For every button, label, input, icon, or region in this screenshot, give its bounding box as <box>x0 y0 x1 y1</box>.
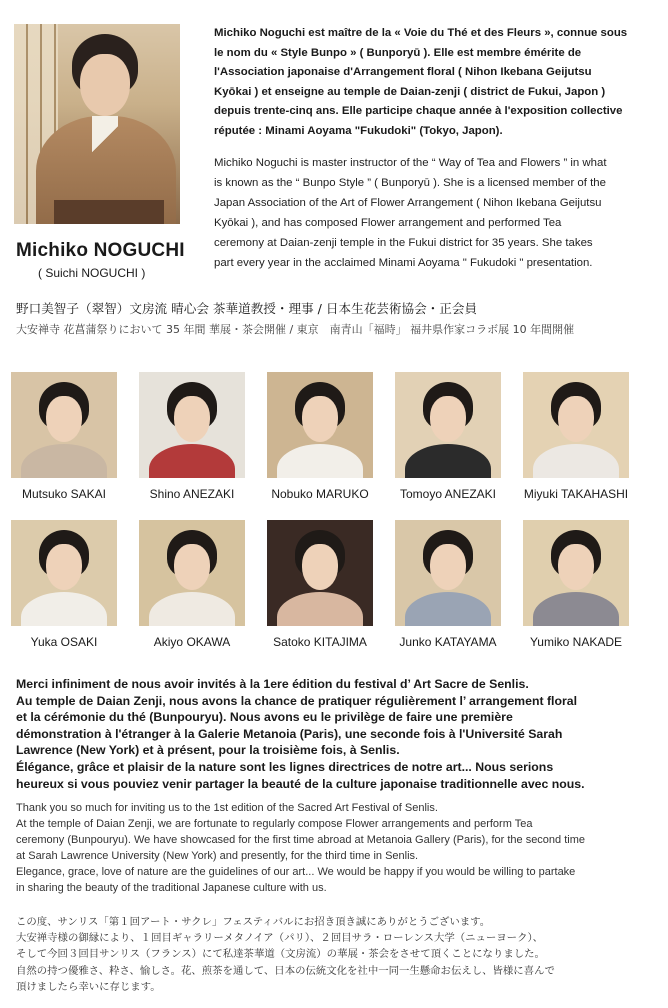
bio-en-line: part every year in the acclaimed Minami Aoyama " Fukudoki " presentation. <box>214 257 593 269</box>
photo-face <box>558 544 594 590</box>
bio-english <box>214 153 634 273</box>
message-fr-line: Au temple de Daian Zenji, nous avons la chance de pratiquer régulièrement l’ arrangement floral <box>16 693 578 708</box>
message-jp-line: 頂けましたら幸いに存じます。 <box>16 980 161 993</box>
message-fr-line: démonstration à l'étranger à la Galerie Metanoia (Paris), une seconde fois à l'Université Sarah <box>16 726 563 741</box>
bio-en-line: Japan Association of the Art of Flower Arrangement ( Nihon Ikebana Geijutsu <box>214 197 602 209</box>
face <box>80 54 130 116</box>
bio-french <box>214 24 634 142</box>
member-name: Mutsuko SAKAI <box>21 487 107 501</box>
message-en-line: at Sarah Lawrence University (New York) and presently, for the third time in Senlis. <box>16 850 419 863</box>
message-en-line: Thank you so much for inviting us to the 1st edition of the Sacred Art Festival of Senlis. <box>16 802 438 814</box>
profile-name: Michiko NOGUCHI <box>16 240 185 261</box>
member-name: Yuka OSAKI <box>30 635 98 649</box>
bio-fr-line: Kyōkai ) et enseigne au temple de Daian-zenji ( district de Fukui, Japon ) <box>214 85 606 98</box>
member-card <box>512 520 640 649</box>
member-photo <box>523 520 629 626</box>
member-photo <box>523 372 629 478</box>
bio-fr-line: l'Association japonaise d'Arrangement floral ( Nihon Ikebana Geijutsu <box>214 66 592 79</box>
member-name: Yumiko NAKADE <box>529 635 623 649</box>
member-photo <box>395 520 501 626</box>
bio-fr-line: Michiko Noguchi est maître de la « Voie du Thé et des Fleurs », connue sous <box>214 27 628 39</box>
photo-face <box>46 544 82 590</box>
message-jp-line: 大安禅寺様の御縁により、１回目ギャラリーメタノイア（パリ）、２回目サラ・ローレンス大学（ニューヨーク）、 <box>16 932 544 945</box>
message-en-line: At the temple of Daian Zenji, we are fortunate to regularly compose Flower arrangements and perform Tea <box>16 818 533 831</box>
message-jp-line: この度、サンリス「第１回アート・サクレ」フェスティバルにお招き頂き誠にありがとうございます。 <box>16 916 491 928</box>
photo-face <box>174 544 210 590</box>
member-photo <box>395 372 501 478</box>
bio-en-line: Michiko Noguchi is master instructor of the “ Way of Tea and Flowers ” in what <box>214 157 607 169</box>
member-name: Tomoyo ANEZAKI <box>399 487 497 501</box>
photo-face <box>430 396 466 442</box>
photo-face <box>558 396 594 442</box>
member-name: Satoko KITAJIMA <box>273 635 367 649</box>
message-jp-line: 自然の持つ優雅さ、粋さ、愉しさ。花、煎茶を通して、日本の伝統文化を社中一同一生懸命お伝えし、皆様に喜んで <box>16 964 555 977</box>
member-photo <box>11 520 117 626</box>
member-name: Junko KATAYAMA <box>399 635 497 649</box>
member-card <box>256 372 384 501</box>
obi <box>54 200 164 224</box>
member-card <box>512 372 640 501</box>
member-photo <box>267 520 373 626</box>
message-fr-line: Lawrence (New York) et à présent, pour la troisième fois, à Senlis. <box>16 743 400 758</box>
bio-fr-line: depuis trente-cinq ans. Elle participe chaque année à l'exposition collective <box>214 105 623 118</box>
member-name: Miyuki TAKAHASHI <box>523 487 629 501</box>
profile-subname: ( Suichi NOGUCHI ) <box>38 266 146 280</box>
portrait-michiko-noguchi <box>14 24 180 224</box>
kimono-collar <box>92 116 118 162</box>
member-photo <box>139 372 245 478</box>
message-fr-line: Élégance, grâce et plaisir de la nature sont les lignes directrices de notre art... Nous serions <box>16 759 554 774</box>
japanese-subtitle: 大安禅寺 花菖蒲祭りにおいて 35 年間 華展・茶会開催 / 東京 南青山「福時」 福井県作家コラボ展 10 年間開催 <box>16 323 575 336</box>
message-jp-line: そして今回３回目サンリス（フランス）にて私達茶華道（文房流）の華展・茶会をさせて頂くことになりました。 <box>16 948 545 961</box>
bio-en-line: ceremony at Daian-zenji temple in the Fukui district for 35 years. She takes <box>214 237 593 249</box>
bio-en-line: is known as the “ Bunpo Style ” ( Bunporyū ). She is a licensed member of the <box>214 177 606 189</box>
bio-fr-line: le nom du « Style Bunpo » ( Bunporyū ). Elle est membre émérite de <box>214 46 582 59</box>
member-card <box>384 372 512 501</box>
message-en-line: ceremony (Bunpouryu). We have showcased for the first time abroad at Metanoia Gallery (Paris), for the second time <box>16 834 585 847</box>
member-name: Shino ANEZAKI <box>149 487 235 501</box>
member-card <box>128 520 256 649</box>
member-name: Akiyo OKAWA <box>153 635 231 649</box>
photo-face <box>174 396 210 442</box>
japanese-title: 野口美智子（翠智）文房流 晴心会 茶華道教授・理事 / 日本生花芸術協会・正会員 <box>16 301 478 316</box>
message-fr-line: et la cérémonie du thé (Bunpouryu). Nous avons eu le privilège de faire une première <box>16 710 513 725</box>
photo-face <box>302 396 338 442</box>
photo-face <box>430 544 466 590</box>
member-photo <box>267 372 373 478</box>
message-fr-line: heureux si vous pouviez venir partager la beauté de la culture japonaise traditionnelle avec nous. <box>16 776 585 791</box>
member-card <box>384 520 512 649</box>
member-name: Nobuko MARUKO <box>271 487 369 501</box>
member-photo <box>139 520 245 626</box>
member-card <box>128 372 256 501</box>
bio-en-line: Kyōkai ), and has composed Flower arrangement and performed Tea <box>214 217 562 229</box>
photo-face <box>46 396 82 442</box>
bio-fr-line: réputée : Minami Aoyama "Fukudoki" (Tokyo, Japon). <box>214 124 503 137</box>
photo-face <box>302 544 338 590</box>
message-en-line: in sharing the beauty of the traditional Japanese culture with us. <box>16 882 327 895</box>
member-photo <box>11 372 117 478</box>
member-card <box>0 372 128 501</box>
message-japanese <box>16 914 662 995</box>
message-fr-line: Merci infiniment de nous avoir invités à la 1ere édition du festival d’ Art Sacre de Senlis. <box>16 677 529 691</box>
member-card <box>0 520 128 649</box>
member-card <box>256 520 384 649</box>
message-french <box>16 676 656 792</box>
message-en-line: Elegance, grace, love of nature are the guidelines of our art... We would be happy if you would be willing to partake <box>16 866 576 879</box>
message-english <box>16 800 656 897</box>
